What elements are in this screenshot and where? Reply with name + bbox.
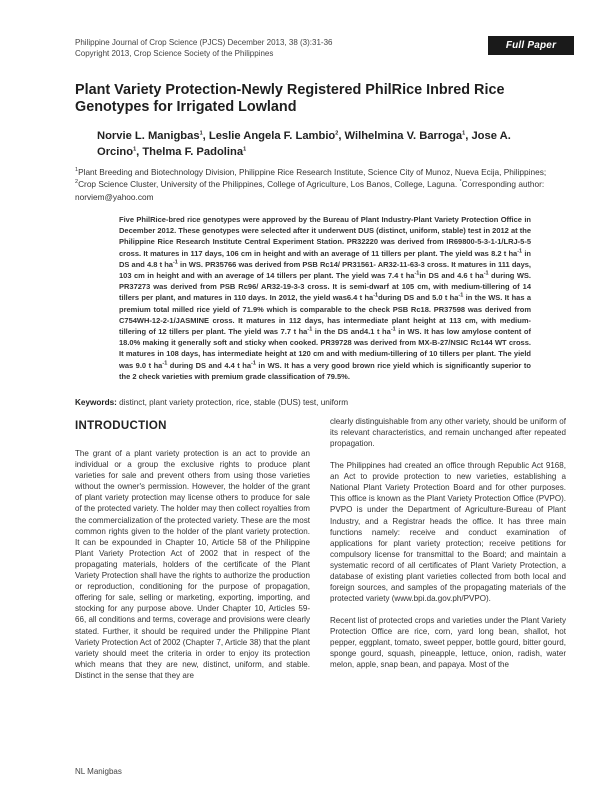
abstract-text: during DS and 4.4 t ha xyxy=(167,360,252,370)
journal-line-1: Philippine Journal of Crop Science (PJCS) December 2013, 38 (3):31-36 xyxy=(75,38,333,47)
unit-superscript: -1 xyxy=(373,292,379,299)
keywords-label: Keywords: xyxy=(75,398,117,407)
page-footer: NL Manigbas xyxy=(75,767,122,776)
unit-superscript: -1 xyxy=(307,326,313,333)
author-affiliation-mark: 1 xyxy=(462,130,466,137)
full-paper-badge: Full Paper xyxy=(488,36,574,55)
abstract-text: in DS and 4.6 t ha xyxy=(419,271,484,281)
author-affiliation-mark: 1 xyxy=(243,146,247,153)
author-list xyxy=(97,128,552,160)
paragraph: The Philippines had created an office through Republic Act 9168, an Act to provide protection to new varieties, establishing a National Plant Variety Protection Board and for other purposes. This office is known as the Plant Variety Protection Office (PVPO). PVPO is under the Department of Agriculture-Bureau of Plant Industry, and a Registrar heads the office. It has three main functions namely: receive and conduct examination of applications for plant variety protection; receive petitions for compulsory license for transmittal to the Board; and maintain a systematic record of all certificates of Plant Variety Protection, a database of existing plant varieties collected from both local and foreign sources, and samples of the propagating materials of the protected variety (www.bpi.da.gov.ph/PVPO). xyxy=(330,461,566,604)
author-name: Thelma F. Padolina xyxy=(142,146,244,158)
author-name: Jose A. Orcino xyxy=(97,130,511,158)
journal-citation xyxy=(75,38,435,59)
author-separator: , xyxy=(202,130,209,142)
author-name: Norvie L. Manigbas xyxy=(97,130,200,142)
paragraph: Recent list of protected crops and varieties under the Plant Variety Protection Office are rice, corn, yard long bean, shallot, hot pepper, eggplant, tomato, sweet pepper, bottle gourd, bitter gourd, sponge gourd, squash, pineapple, lettuce, onion, radish, water melon, apple, snap bean, and papaya. Most of the xyxy=(330,616,566,670)
affiliation-mark: 2 xyxy=(75,179,79,186)
keywords-list: distinct, plant variety protection, rice, stable (DUS) test, uniform xyxy=(116,398,349,407)
affiliation-2: Crop Science Cluster, University of the Philippines, College of Agriculture, Los Banos, College, Laguna. xyxy=(78,179,460,190)
unit-superscript: -1 xyxy=(162,360,168,367)
abstract-text: in WS. PR35766 was derived from PSB Rc14/ PR31561- AR32-11-63-3 cross. It matures in 111 days, 103 cm in height and with an average of 14 tillers per plant. The yield was 7.4 t ha xyxy=(119,259,532,281)
paper-title: Plant Variety Protection-Newly Registered PhilRice Inbred Rice Genotypes for Irrigated Lowland xyxy=(75,82,505,115)
affiliation-mark: 1 xyxy=(75,167,79,174)
paragraph: clearly distinguishable from any other variety, should be uniform of its relevant characteristics, and remain unchanged after repeated propagation. xyxy=(330,417,566,449)
unit-superscript: -1 xyxy=(390,326,396,333)
unit-superscript: -1 xyxy=(251,360,256,367)
author-affiliation-mark: 1 xyxy=(133,146,137,153)
author-name: Wilhelmina V. Barroga xyxy=(344,130,463,142)
unit-superscript: -1 xyxy=(483,270,489,277)
affiliations xyxy=(75,166,555,203)
author-affiliation-mark: 2 xyxy=(335,130,339,137)
abstract-text: during WS. PR37273 was derived from PSB Rc96/ AR32-19-3-3 cross. It is semi-dwarf at 105 cm, with medium-tillering of 14 tillers per plant, and matures in 110 days. In 2012, the yield was6.4 t ha xyxy=(119,271,531,303)
corresponding-author: Corresponding author: norviem@yahoo.com xyxy=(75,179,545,202)
abstract-text: in WS. It has low amylose content of 18.0% making it generally soft and sticky when cooked. PR39728 was derived from MX-B-27/NSIC Rc144 WT cross. It matures in 108 days, has intermediate height at 120 cm and with medium-tillering of 10 tillers per plant. The yield was 9.0 t ha xyxy=(119,327,531,370)
author-separator: , xyxy=(136,146,143,158)
keywords xyxy=(75,397,555,408)
paragraph: The grant of a plant variety protection is an act to provide an individual or a group the exclusive rights to produce plant varieties for sale and prevent others from using those varieties without the owner's permission. However, the holder of the grant of plant variety protection may license others to produce for sale of the protected variety. The holder may then collect royalties from the commercialization of the protected variety. These are the most common rights given to the holder of the plant variety protection. It can be expounded in Chapter 10, Article 58 of the Philippine Plant Variety Protection Act of 2002 that in respect of the propagating materials, holders of the certificate of the Plant Variety Protection shall have the rights to authorize the production or reproduction, conditioning for the purpose of propagation, offering for sale, selling or marketing, exporting, importing, and stocking for any purpose above. Under Chapter 10, Articles 59-66, all conditions and terms, coverage and provisions were clearly stated. Further, it should be required under the Philippine Plant Variety Protection Act of 2002 (Chapter 7, Article 38) that the plant variety should meet the criteria in order to enjoy its protection which means that they are new, distinct, uniform, and stable. Distinct in the sense that they are xyxy=(75,449,310,680)
body-column-right xyxy=(330,416,566,681)
author-name: Leslie Angela F. Lambio xyxy=(208,130,336,142)
affiliation-1: Plant Breeding and Biotechnology Division, Philippine Rice Research Institute, Science City of Munoz, Nueva Ecija, Philippines; xyxy=(78,167,547,177)
section-heading-introduction: INTRODUCTION xyxy=(75,420,167,432)
author-separator: , xyxy=(465,130,472,142)
unit-superscript: -1 xyxy=(517,248,523,255)
abstract-text: in DS and 4.8 t ha xyxy=(119,248,532,269)
author-separator: , xyxy=(338,130,345,142)
abstract-text: in the WS. It has a premium total milled rice yield of 71.9% which is comparable to the check PSB Rc18. PR37598 was derived from C754WH-12-2-1/JASMINE cross. It matures in 112 days, has intermediate plant height at 113 cm, with medium-tillering of 12 tillers per plant. The yield was 7.7 t ha xyxy=(119,293,531,337)
author-affiliation-mark: 1 xyxy=(199,130,203,137)
abstract-text: during DS and 5.0 t ha xyxy=(378,293,459,303)
corresponding-mark: * xyxy=(459,179,462,186)
unit-superscript: -1 xyxy=(172,259,178,266)
abstract xyxy=(119,214,531,382)
body-column-left xyxy=(75,448,310,681)
unit-superscript: -1 xyxy=(414,270,420,277)
unit-superscript: -1 xyxy=(458,292,464,299)
abstract-text: Five PhilRice-bred rice genotypes were approved by the Bureau of Plant Industry-Plant Variety Protection Office in December 2012. These genotypes were selected after it underwent DUS (distinct, uniform, stable) test in 2012 at the Philippine Rice Research Institute Central Experiment Station. PR32220 was derived from IR69800-5-3-1-1/LRJ-5-5 cross. It matures in 117 days, 106 cm in height and with an average of 11 tillers per plant. The yield was 8.2 t ha xyxy=(119,215,531,258)
abstract-text: in WS. It has a very good brown rice yield which is significantly superior to the 2 check varieties with premium grade classification of 79.5%. xyxy=(119,360,531,381)
abstract-text: in the DS and4.1 t ha xyxy=(312,327,391,337)
journal-line-2: Copyright 2013, Crop Science Society of the Philippines xyxy=(75,48,274,58)
